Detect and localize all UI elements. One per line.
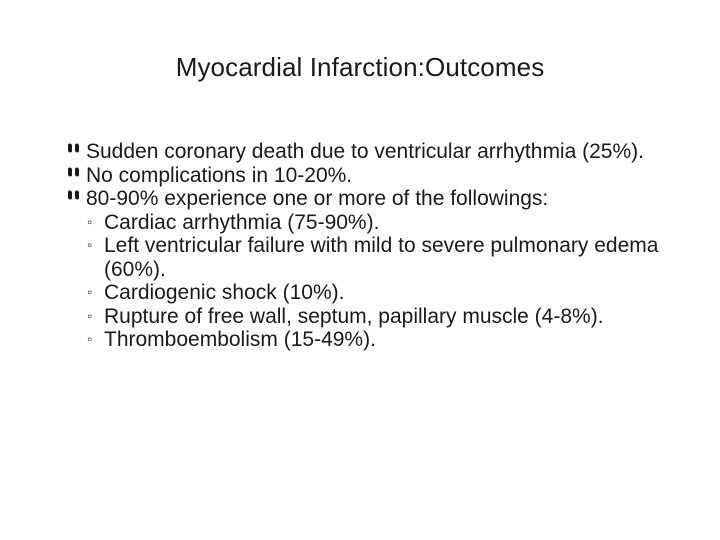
list-item [66, 140, 666, 164]
list-item-text: Left ventricular failure with mild to severe pulmonary edema (60%). [104, 234, 659, 281]
list-item [66, 211, 666, 235]
hollow-circle-bullet-icon: ◦ [87, 237, 93, 254]
list-item [66, 281, 666, 305]
hollow-circle-bullet-icon: ◦ [87, 284, 93, 301]
list-item-text: Rupture of free wall, septum, papillary muscle (4-8%). [104, 304, 604, 328]
fleuron-bullet-icon [66, 142, 84, 162]
list-item [66, 187, 666, 211]
list-item [66, 305, 666, 329]
bullet-list [66, 140, 666, 352]
list-item-text: Cardiac arrhythmia (75-90%). [104, 210, 380, 234]
hollow-circle-bullet-icon: ◦ [87, 307, 93, 325]
fleuron-bullet-icon [66, 189, 84, 209]
list-item [66, 234, 666, 281]
hollow-circle-bullet-icon: ◦ [87, 213, 93, 231]
list-item [66, 164, 666, 188]
slide-title: Myocardial Infarction:Outcomes [175, 52, 545, 82]
list-item-text: No complications in 10-20%. [86, 163, 353, 187]
list-item-text: Thromboembolism (15-49%). [104, 328, 376, 351]
list-item-text: Sudden coronary death due to ventricular arrhythmia (25%). [86, 140, 644, 163]
list-item-text: 80-90% experience one or more of the followings: [86, 187, 549, 210]
fleuron-bullet-icon [66, 166, 84, 186]
hollow-circle-bullet-icon: ◦ [87, 331, 93, 348]
list-item-text: Cardiogenic shock (10%). [104, 281, 345, 304]
list-item [66, 328, 666, 352]
